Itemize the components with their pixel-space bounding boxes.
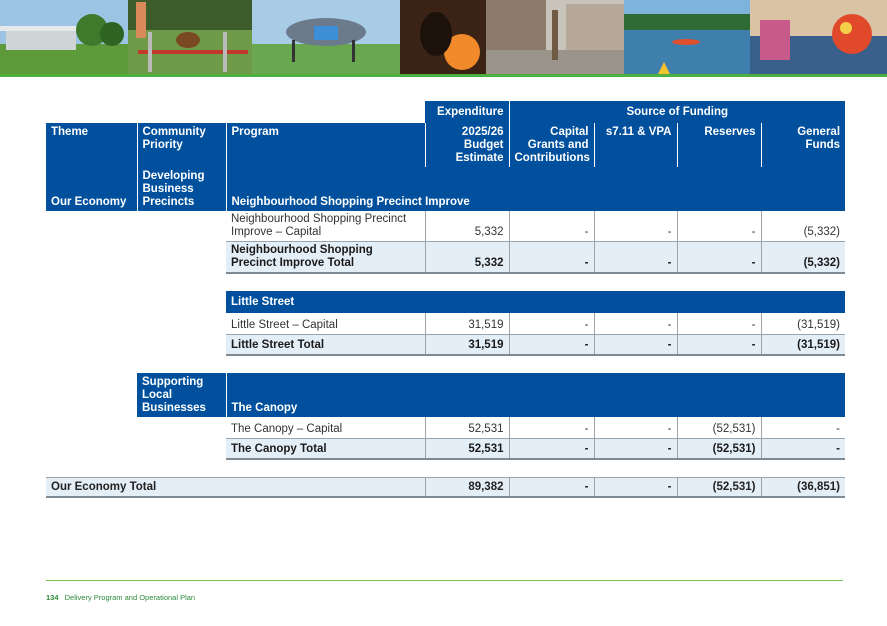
total-label: The Canopy Total	[226, 438, 425, 459]
banner-divider	[0, 74, 887, 77]
col-program: Program	[226, 123, 425, 167]
theme-cell: Our Economy	[46, 167, 137, 211]
col-reserves: Reserves	[677, 123, 761, 167]
s711-value: -	[594, 417, 677, 438]
table-row	[46, 313, 845, 334]
program-heading-row	[46, 167, 845, 211]
grand-general-funds-total: (36,851)	[761, 477, 845, 497]
program-name: Neighbourhood Shopping Precinct Improve – Capital	[226, 211, 425, 242]
budget-total: 5,332	[425, 242, 509, 274]
footer-divider	[46, 580, 843, 581]
page-footer	[46, 593, 195, 602]
grand-reserves-total: (52,531)	[677, 477, 761, 497]
grand-total-row	[46, 477, 845, 497]
col-community-priority: Community Priority	[137, 123, 226, 167]
reserves-value: -	[677, 313, 761, 334]
page-number: 134	[46, 593, 59, 602]
general-funds-total: (31,519)	[761, 334, 845, 355]
budget-total: 52,531	[425, 438, 509, 459]
general-funds-total: -	[761, 438, 845, 459]
table-row	[46, 211, 845, 242]
budget-value: 31,519	[425, 313, 509, 334]
reserves-total: (52,531)	[677, 438, 761, 459]
general-funds-value: (31,519)	[761, 313, 845, 334]
budget-table	[46, 101, 845, 498]
total-row	[46, 242, 845, 274]
reserves-total: -	[677, 334, 761, 355]
grand-s711-total: -	[594, 477, 677, 497]
header-group-row	[46, 101, 845, 123]
capital-value: -	[509, 313, 594, 334]
column-header-row	[46, 123, 845, 167]
total-label: Neighbourhood Shopping Precinct Improve Total	[226, 242, 425, 274]
total-row	[46, 438, 845, 459]
grand-budget-total: 89,382	[425, 477, 509, 497]
community-priority-cell: Supporting Local Businesses	[137, 373, 226, 417]
community-priority-cell: Developing Business Precincts	[137, 167, 226, 211]
col-s711-vpa: s7.11 & VPA	[594, 123, 677, 167]
photo-dog-agility	[128, 0, 252, 74]
col-budget: 2025/26 Budget Estimate	[425, 123, 509, 167]
table-row	[46, 417, 845, 438]
photo-banner	[0, 0, 887, 74]
capital-value: -	[509, 417, 594, 438]
col-theme: Theme	[46, 123, 137, 167]
photo-lion-dance-festival	[750, 0, 887, 74]
reserves-value: (52,531)	[677, 417, 761, 438]
capital-total: -	[509, 242, 594, 274]
general-funds-value: -	[761, 417, 845, 438]
program-name: Little Street – Capital	[226, 313, 425, 334]
capital-total: -	[509, 438, 594, 459]
document-title: Delivery Program and Operational Plan	[64, 593, 196, 602]
photo-kookaburra	[400, 0, 486, 74]
budget-value: 52,531	[425, 417, 509, 438]
capital-value: -	[509, 211, 594, 242]
s711-value: -	[594, 211, 677, 242]
photo-park-shelter	[0, 0, 128, 74]
general-funds-total: (5,332)	[761, 242, 845, 274]
program-heading: Neighbourhood Shopping Precinct Improve	[226, 167, 845, 211]
photo-river-kayak	[624, 0, 750, 74]
reserves-total: -	[677, 242, 761, 274]
s711-total: -	[594, 334, 677, 355]
header-source-of-funding: Source of Funding	[509, 101, 845, 123]
budget-total: 31,519	[425, 334, 509, 355]
photo-outdoor-yoga	[252, 0, 400, 74]
reserves-value: -	[677, 211, 761, 242]
s711-value: -	[594, 313, 677, 334]
program-heading-row	[46, 373, 845, 417]
capital-total: -	[509, 334, 594, 355]
program-name: The Canopy – Capital	[226, 417, 425, 438]
photo-street-plaza	[486, 0, 624, 74]
grand-capital-total: -	[509, 477, 594, 497]
s711-total: -	[594, 438, 677, 459]
grand-total-label: Our Economy Total	[46, 477, 425, 497]
general-funds-value: (5,332)	[761, 211, 845, 242]
program-heading: The Canopy	[226, 373, 845, 417]
program-heading-row	[46, 291, 845, 313]
total-label: Little Street Total	[226, 334, 425, 355]
program-heading: Little Street	[226, 291, 845, 313]
s711-total: -	[594, 242, 677, 274]
col-capital-grants: Capital Grants and Contributions	[509, 123, 594, 167]
col-general-funds: General Funds	[761, 123, 845, 167]
budget-value: 5,332	[425, 211, 509, 242]
total-row	[46, 334, 845, 355]
header-expenditure: Expenditure	[425, 101, 509, 123]
